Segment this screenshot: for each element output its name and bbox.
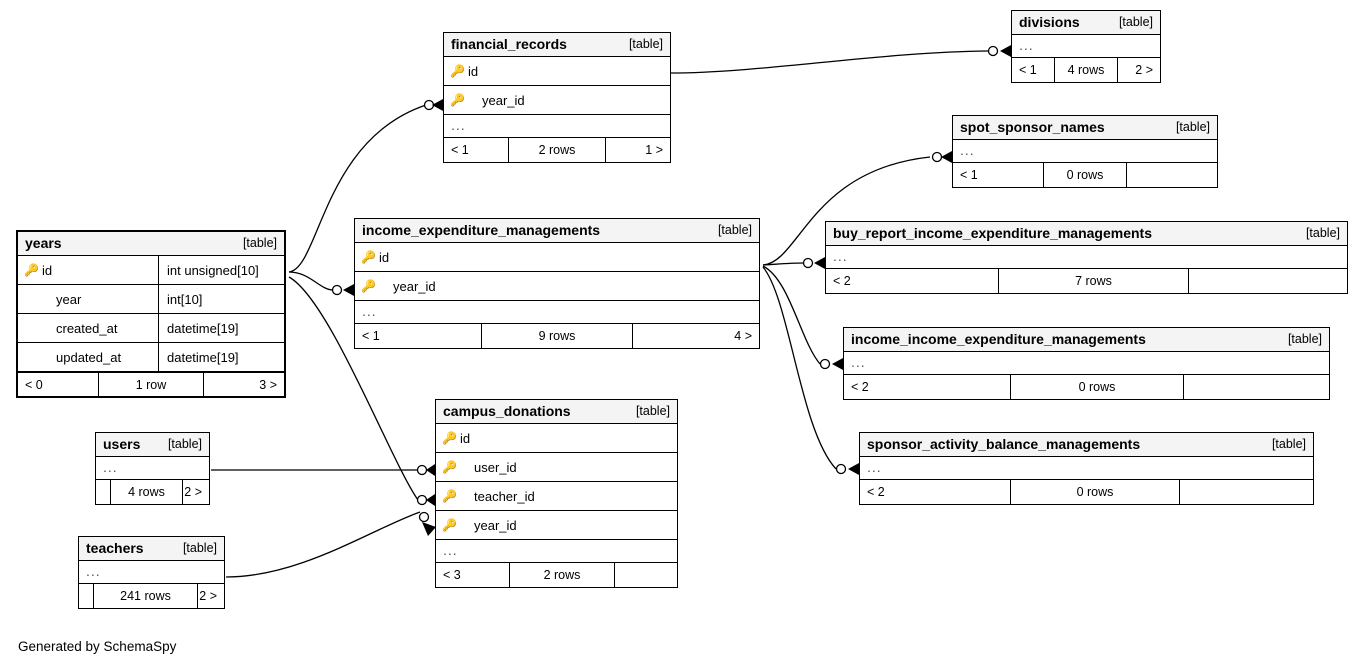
foreign-key-icon: 🔑 [361, 279, 376, 293]
more-columns-indicator: ... [826, 246, 1347, 269]
table-footer [1012, 58, 1160, 82]
table-title: teachers [86, 540, 144, 556]
foreign-key-icon: 🔑 [442, 460, 457, 474]
table-type-tag: [table] [628, 37, 663, 51]
edge-iem-buy_report [763, 263, 803, 265]
parent-count[interactable]: < 1 [960, 168, 978, 182]
table-footer [355, 324, 759, 348]
table-footer [860, 480, 1313, 504]
table-row [355, 272, 759, 301]
no-key-icon [24, 351, 38, 363]
table-title: income_expenditure_managements [362, 222, 601, 238]
table-row [436, 453, 677, 482]
table-type-tag: [table] [242, 236, 277, 250]
table-header [444, 33, 670, 57]
table-header [844, 328, 1329, 352]
table-title: divisions [1019, 14, 1080, 30]
more-columns-indicator: ... [860, 457, 1313, 480]
child-count[interactable]: 1 > [645, 143, 663, 157]
table-footer [844, 375, 1329, 399]
table-type-tag: [table] [717, 223, 752, 237]
child-count[interactable]: 2 > [199, 589, 217, 603]
table-header [79, 537, 224, 561]
table-title: users [103, 436, 141, 452]
table-title: years [25, 235, 62, 251]
table-header [953, 116, 1217, 140]
table-campus_donations[interactable] [435, 399, 678, 588]
child-count[interactable]: 2 > [1135, 63, 1153, 77]
column-type: int unsigned[10] [158, 256, 267, 284]
child-count[interactable] [615, 563, 677, 587]
child-count[interactable]: 2 > [184, 485, 202, 499]
more-columns-indicator: ... [436, 540, 677, 563]
primary-key-icon: 🔑 [450, 64, 465, 78]
column-name: updated_at [56, 349, 122, 365]
table-income_expenditure_managements[interactable] [354, 218, 760, 349]
parent-count[interactable]: < 2 [833, 274, 851, 288]
child-count[interactable] [1189, 269, 1347, 293]
edge-arrow [432, 99, 443, 111]
table-title: financial_records [451, 36, 567, 52]
row-count: 0 rows [1010, 480, 1180, 504]
table-header [18, 232, 284, 256]
table-type-tag: [table] [635, 404, 670, 418]
table-title: spot_sponsor_names [960, 119, 1105, 135]
table-footer [444, 138, 670, 162]
table-income_income_expenditure_managements[interactable] [843, 327, 1330, 400]
primary-key-icon: 🔑 [361, 250, 376, 264]
table-row [436, 511, 677, 540]
table-users[interactable] [95, 432, 210, 505]
more-columns-indicator: ... [444, 115, 670, 138]
primary-key-icon: 🔑 [24, 263, 39, 277]
parent-count[interactable]: < 2 [851, 380, 869, 394]
table-header [1012, 11, 1160, 35]
table-row [436, 424, 677, 453]
edge-arrow [1000, 45, 1011, 57]
column-name: year_id [482, 92, 525, 108]
table-type-tag: [table] [1305, 226, 1340, 240]
edge-arrow [343, 284, 354, 296]
row-count: 0 rows [1043, 163, 1127, 187]
edge-financial_records-divisions [671, 51, 988, 73]
table-row [18, 256, 284, 285]
table-type-tag: [table] [1118, 15, 1153, 29]
more-columns-indicator: ... [79, 561, 224, 584]
table-type-tag: [table] [182, 541, 217, 555]
row-count: 2 rows [508, 138, 606, 162]
parent-count[interactable]: < 1 [362, 329, 380, 343]
row-count: 2 rows [509, 563, 615, 587]
table-title: campus_donations [443, 403, 571, 419]
column-name: teacher_id [474, 488, 535, 504]
table-row [444, 86, 670, 115]
child-count[interactable]: 3 > [259, 377, 277, 392]
table-footer [18, 372, 284, 396]
edge-endpoint [418, 466, 427, 475]
column-type: datetime[19] [158, 314, 247, 342]
row-count: 4 rows [110, 480, 183, 504]
table-row [18, 343, 284, 372]
table-header [860, 433, 1313, 457]
table-spot_sponsor_names[interactable] [952, 115, 1218, 188]
column-name: year_id [474, 517, 517, 533]
table-row [355, 243, 759, 272]
row-count: 4 rows [1054, 58, 1118, 82]
more-columns-indicator: ... [844, 352, 1329, 375]
edge-years-income_expenditure_managements [289, 272, 333, 290]
table-type-tag: [table] [1271, 437, 1306, 451]
table-header [355, 219, 759, 243]
table-footer [436, 563, 677, 587]
edge-arrow [941, 151, 952, 163]
table-header [826, 222, 1347, 246]
child-count[interactable]: 4 > [734, 329, 752, 343]
edge-arrow [832, 358, 843, 370]
edge-iem-income_income [763, 266, 820, 364]
edge-endpoint [933, 153, 942, 162]
parent-count[interactable]: < 1 [1019, 63, 1037, 77]
edge-endpoint [333, 286, 342, 295]
edge-endpoint [418, 496, 427, 505]
column-name: year [56, 291, 82, 307]
more-columns-indicator: ... [1012, 35, 1160, 58]
row-count: 0 rows [1010, 375, 1184, 399]
table-sponsor_activity_balance_managements[interactable] [859, 432, 1314, 505]
edge-iem-sponsor_activity [763, 267, 836, 469]
column-name: user_id [474, 459, 517, 475]
foreign-key-icon: 🔑 [450, 93, 465, 107]
column-name: created_at [56, 320, 118, 336]
edge-arrow [426, 494, 435, 506]
edge-arrow [814, 257, 825, 269]
table-title: sponsor_activity_balance_managements [867, 436, 1141, 452]
column-name: id [379, 249, 390, 265]
table-title: buy_report_income_expenditure_managements [833, 225, 1152, 241]
table-type-tag: [table] [167, 437, 202, 451]
row-count: 1 row [98, 373, 204, 396]
generated-by-note: Generated by SchemaSpy [18, 639, 177, 654]
parent-count[interactable] [96, 480, 110, 504]
parent-count[interactable] [79, 584, 93, 608]
row-count: 7 rows [998, 269, 1189, 293]
table-divisions[interactable] [1011, 10, 1161, 83]
more-columns-indicator: ... [953, 140, 1217, 163]
table-header [436, 400, 677, 424]
column-name: id [460, 430, 471, 446]
table-footer [953, 163, 1217, 187]
edge-endpoint [989, 47, 998, 56]
row-count: 241 rows [93, 584, 198, 608]
table-row [18, 285, 284, 314]
edge-endpoint [837, 465, 846, 474]
column-name: id [42, 262, 53, 278]
edge-arrow [426, 464, 435, 476]
primary-key-icon: 🔑 [442, 431, 457, 445]
edge-arrow [848, 463, 859, 475]
parent-count[interactable]: < 1 [451, 143, 469, 157]
edge-arrow [422, 522, 436, 536]
foreign-key-icon: 🔑 [442, 489, 457, 503]
parent-count[interactable]: < 3 [443, 568, 461, 582]
table-type-tag: [table] [1175, 120, 1210, 134]
table-years[interactable] [16, 230, 286, 398]
edge-endpoint [425, 101, 434, 110]
child-count[interactable] [1127, 163, 1217, 187]
edge-teachers-campus_donations [226, 512, 420, 577]
table-teachers[interactable] [78, 536, 225, 609]
edge-endpoint [804, 259, 813, 268]
no-key-icon [24, 293, 38, 305]
edge-endpoint [420, 513, 429, 522]
child-count[interactable] [1180, 480, 1313, 504]
column-name: year_id [393, 278, 436, 294]
table-header [96, 433, 209, 457]
column-name: id [468, 63, 479, 79]
table-row [18, 314, 284, 343]
table-type-tag: [table] [1287, 332, 1322, 346]
table-financial_records[interactable] [443, 32, 671, 163]
more-columns-indicator: ... [96, 457, 209, 480]
edge-endpoint [821, 360, 830, 369]
table-row [436, 482, 677, 511]
column-type: int[10] [158, 285, 210, 313]
table-footer [96, 480, 209, 504]
row-count: 9 rows [481, 324, 633, 348]
table-row [444, 57, 670, 86]
more-columns-indicator: ... [355, 301, 759, 324]
table-footer [79, 584, 224, 608]
parent-count[interactable]: < 2 [867, 485, 885, 499]
column-type: datetime[19] [158, 343, 247, 371]
foreign-key-icon: 🔑 [442, 518, 457, 532]
table-buy_report_income_expenditure_managements[interactable] [825, 221, 1348, 294]
table-title: income_income_expenditure_managements [851, 331, 1146, 347]
parent-count[interactable]: < 0 [25, 377, 43, 392]
child-count[interactable] [1184, 375, 1329, 399]
no-key-icon [24, 322, 38, 334]
table-footer [826, 269, 1347, 293]
